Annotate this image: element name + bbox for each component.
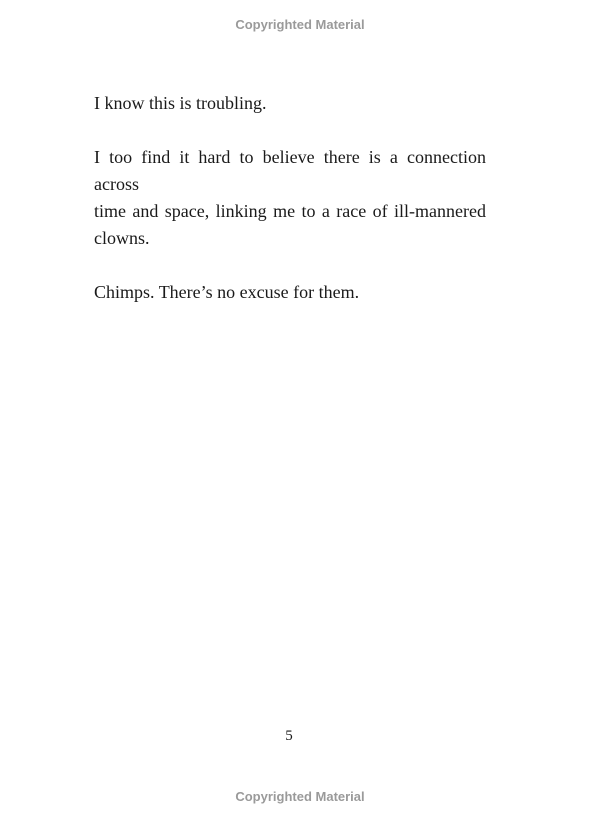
page-body-text	[94, 90, 486, 333]
page-number: 5	[285, 728, 293, 744]
copyright-watermark-bottom: Copyrighted Material	[235, 789, 365, 804]
paragraph-1-line: I know this is troubling.	[94, 93, 267, 113]
paragraph-3	[94, 279, 486, 306]
paragraph-1	[94, 90, 486, 117]
paragraph-2	[94, 144, 486, 252]
copyright-watermark-top: Copyrighted Material	[235, 17, 365, 32]
paragraph-2-line-2: time and space, linking me to a race of ill-mannered	[94, 201, 486, 221]
paragraph-2-line-1: I too find it hard to believe there is a connection across	[94, 147, 486, 194]
paragraph-2-line-3: clowns.	[94, 228, 150, 248]
paragraph-3-line: Chimps. There’s no excuse for them.	[94, 282, 360, 302]
